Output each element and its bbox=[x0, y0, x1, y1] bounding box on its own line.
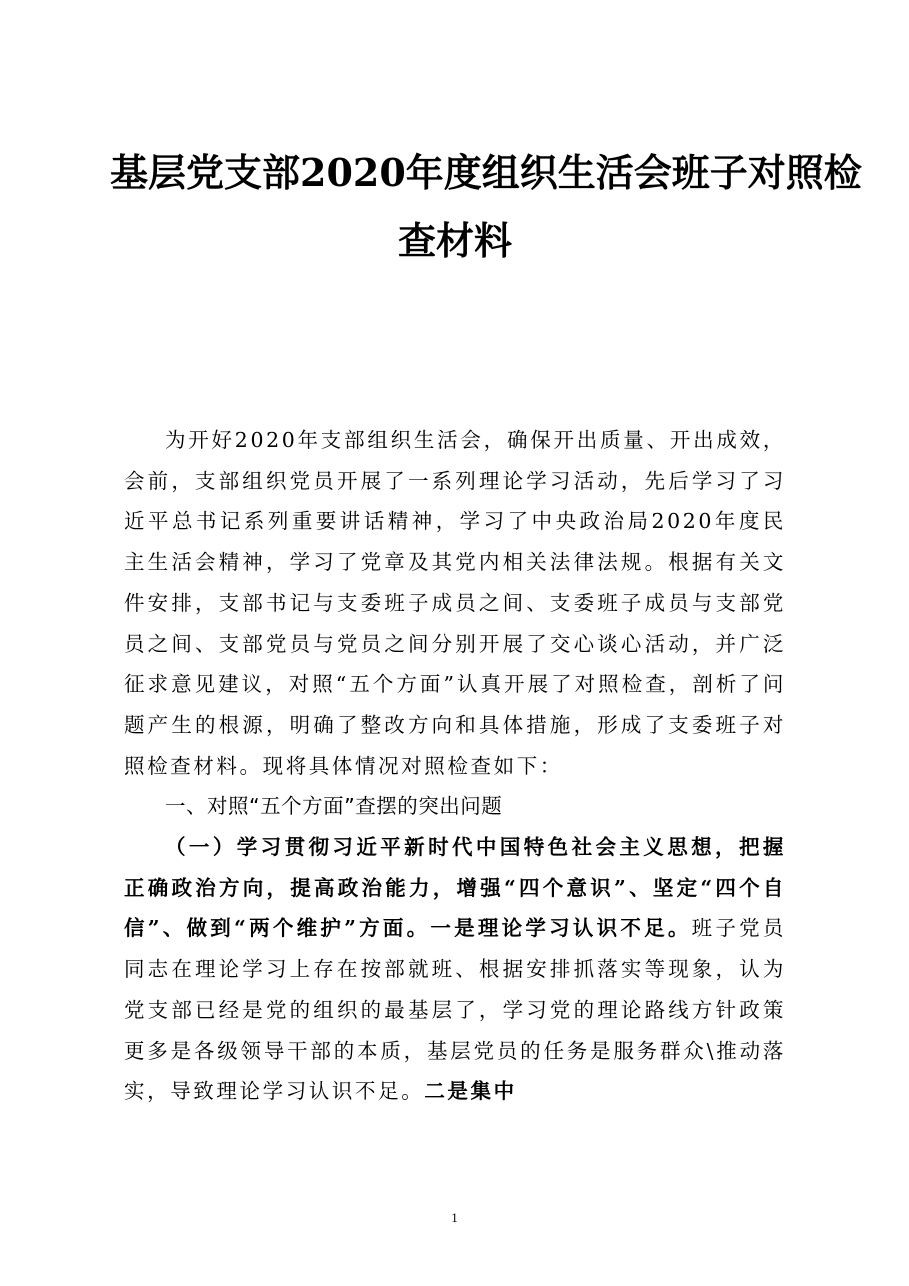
point1-label: 一是理论学习认识不足。 bbox=[430, 916, 692, 941]
page-number: 1 bbox=[451, 1210, 458, 1225]
document-title-line1: 基层党支部2020年度组织生活会班子对照检 bbox=[110, 150, 862, 195]
point2-label: 二是集中 bbox=[424, 1079, 517, 1104]
document-title-line2: 查材料 bbox=[397, 218, 512, 263]
subsection-paragraph bbox=[124, 827, 786, 1112]
point1-text: 班子党员同志在理论学习上存在按部就班、根据安排抓落实等现象，认为党支部已经是党的组织的最基层了，学习党的理论路线方针政策更多是各级领导干部的本质，基层党员的任务是服务群众\推动落实，导致理论学习认识不足。 bbox=[124, 916, 787, 1104]
section-heading: 一、对照“五个方面”查摆的突出问题 bbox=[165, 794, 503, 819]
document-body bbox=[124, 420, 786, 1112]
subsection-heading: （一）学习贯彻习近平新时代中国特色社会主义思想，把握正确政治方向，提高政治能力，增强“四个意识”、坚定“四个自信”、做到“两个维护”方面。 bbox=[124, 835, 786, 941]
intro-paragraph: 为开好2020年支部组织生活会，确保开出质量、开出成效，会前，支部组织党员开展了一系列理论学习活动，先后学习了习近平总书记系列重要讲话精神，学习了中央政治局2020年度民主生活会精神，学习了党章及其党内相关法律法规。根据有关文件安排，支部书记与支委班子成员之间、支委班子成员与支部党员之间、支部党员与党员之间分别开展了交心谈心活动，并广泛征求意见建议，对照“五个方面”认真开展了对照检查，剖析了问题产生的根源，明确了整改方向和具体措施，形成了支委班子对照检查材料。现将具体情况对照检查如下： bbox=[124, 428, 786, 778]
